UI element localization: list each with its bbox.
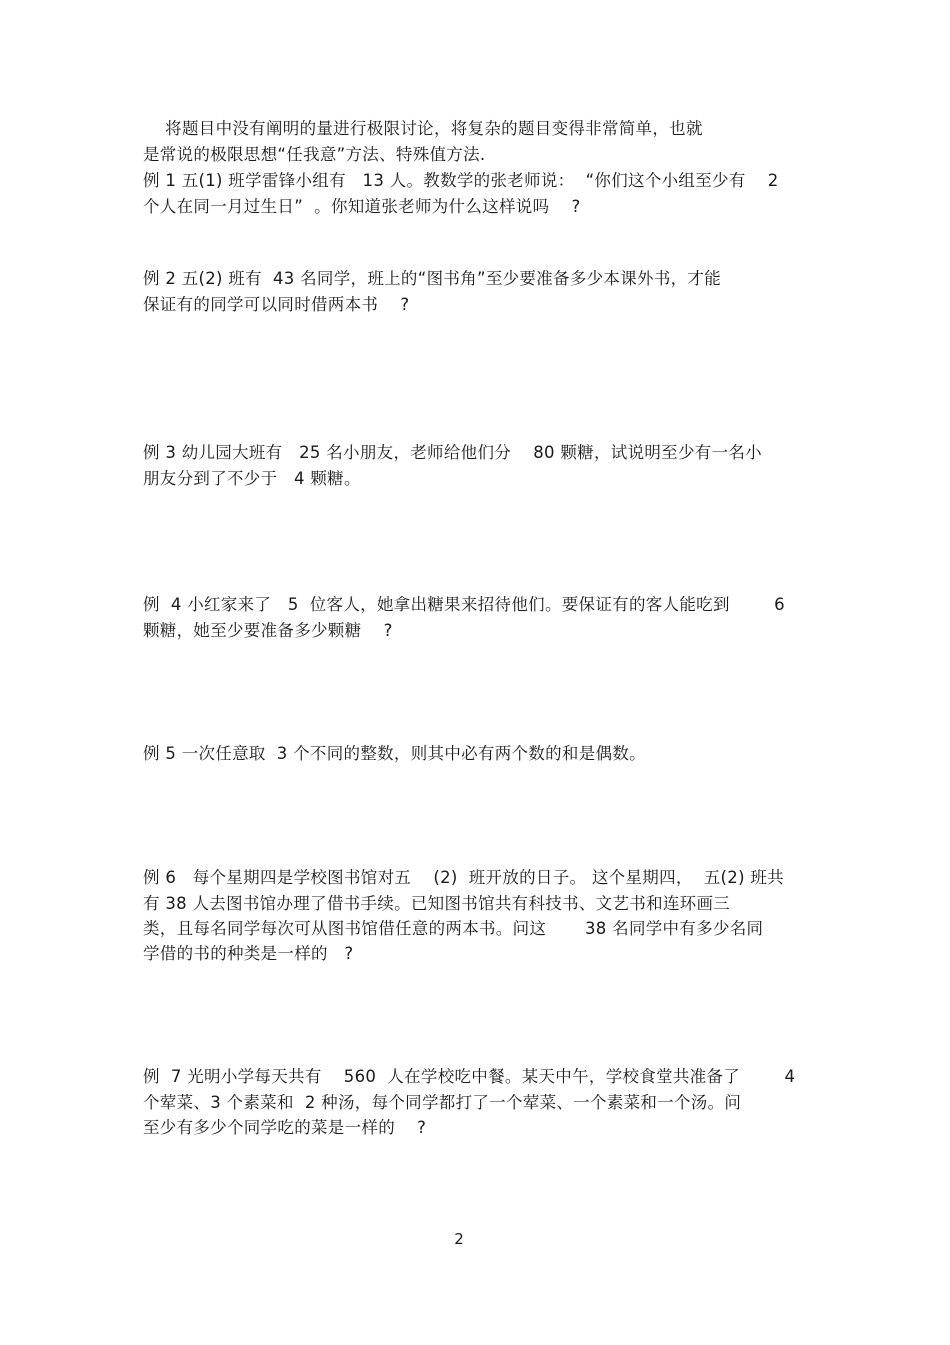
example-6-line-2: 有 38 人去图书馆办理了借书手续。已知图书馆共有科技书、文艺书和连环画三 — [143, 894, 731, 913]
example-6-line-1: 例 6 每个星期四是学校图书馆对五 (2) 班开放的日子。 这个星期四， 五(2) 班共 — [143, 868, 784, 887]
page-number: 2 — [454, 1230, 464, 1248]
example-6-line-3: 类，且每名同学每次可从图书馆借任意的两本书。问这 38 名同学中有多少名同 — [143, 919, 764, 938]
example-6-line-4: 学借的书的种类是一样的 ? — [143, 944, 354, 963]
example-2-line-1: 例 2 五(2) 班有 43 名同学，班上的“图书角”至少要准备多少本课外书，才能 — [143, 269, 722, 288]
example-7-line-2: 个荤菜、3 个素菜和 2 种汤，每个同学都打了一个荤菜、一个素菜和一个汤。问 — [143, 1093, 742, 1112]
intro-line-1: 将题目中没有阐明的量进行极限讨论，将复杂的题目变得非常简单，也就 — [143, 119, 703, 138]
example-5-line-1: 例 5 一次任意取 3 个不同的整数，则其中必有两个数的和是偶数。 — [143, 744, 646, 763]
example-3-line-1: 例 3 幼儿园大班有 25 名小朋友，老师给他们分 80 颗糖，试说明至少有一名小 — [143, 443, 762, 462]
intro-line-2: 是常说的极限思想“任我意”方法、特殊值方法. — [143, 145, 486, 164]
example-3-line-2: 朋友分到了不少于 4 颗糖。 — [143, 469, 361, 488]
example-2-line-2: 保证有的同学可以同时借两本书 ? — [143, 295, 410, 314]
example-1-line-2: 个人在同一月过生日” 。你知道张老师为什么这样说吗 ? — [143, 197, 581, 216]
example-4-line-2: 颗糖，她至少要准备多少颗糖 ? — [143, 621, 393, 640]
example-7-line-3: 至少有多少个同学吃的菜是一样的 ? — [143, 1118, 427, 1137]
example-1-line-1: 例 1 五(1) 班学雷锋小组有 13 人。教数学的张老师说： “你们这个小组至少有 2 — [143, 171, 779, 190]
example-4-line-1: 例 4 小红家来了 5 位客人，她拿出糖果来招待他们。要保证有的客人能吃到 6 — [143, 595, 785, 614]
example-7-line-1: 例 7 光明小学每天共有 560 人在学校吃中餐。某天中午，学校食堂共准备了 4 — [143, 1067, 796, 1086]
